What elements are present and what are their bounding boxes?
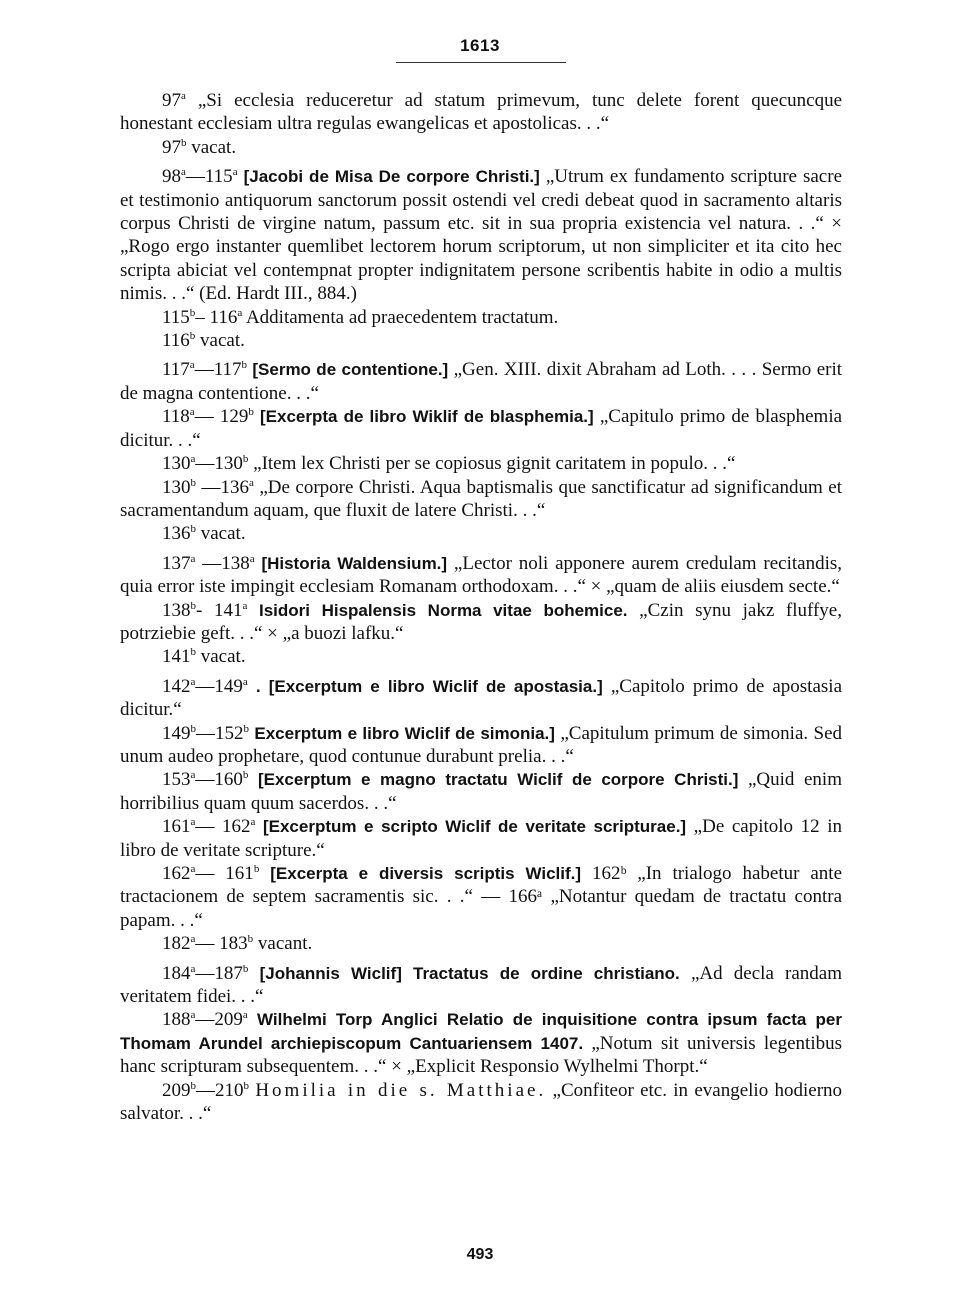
folio-end: —130 (195, 453, 243, 475)
folio-start: 138 (162, 599, 191, 621)
catalogue-entry (120, 552, 842, 599)
entry-title: [Sermo de contentione.] (252, 360, 449, 380)
catalogue-entry (120, 1079, 842, 1126)
catalogue-entry (120, 815, 842, 862)
folio-side: a (190, 769, 196, 782)
folio-side: a (248, 476, 254, 489)
catalogue-entry (120, 1008, 842, 1078)
entry-text: „Item lex Christi per se copiosus gignit caritatem in populo. . .“ (253, 453, 736, 475)
folio-side: a (190, 816, 196, 829)
folio-side: b (190, 1079, 196, 1092)
entry-text: vacat. (200, 523, 246, 545)
entry-text: „Lector noli apponere aurem credulam recitandis, quia error iste impingit ecclesiam Romanam orthodoxam. . .“ × „quam de aliis eiusdem secte.“ (120, 552, 842, 598)
folio-side: b (242, 962, 249, 975)
folio-end: —149 (195, 675, 243, 697)
folio-side: a (190, 863, 196, 875)
folio-start: 161 (162, 816, 191, 838)
folio-side: b (190, 722, 196, 735)
entry-text: „Capitulum primum de simonia. Sed unum audeo prophetare, quod contunue durabunt prelia. . .“ (120, 722, 843, 767)
catalogue-entry (120, 645, 842, 668)
folio-end: - 141 (196, 599, 243, 621)
entry-text: „Ad decla randam veritatem fidei. . .“ (120, 962, 843, 1008)
folio-reference (162, 963, 248, 984)
entry-text: „Quid enim horribilius quam quum sacerdos. . .“ (120, 769, 842, 814)
folio-reference (162, 816, 255, 837)
folio-side: a (242, 1009, 248, 1022)
folio-side: b (189, 306, 196, 319)
folio-side: a (190, 962, 196, 975)
catalogue-entry (120, 452, 842, 475)
folio-reference (162, 933, 253, 954)
folio-end: — 129 (194, 406, 249, 428)
folio-reference (162, 359, 247, 380)
folio-end: —160 (195, 769, 243, 791)
folio-side: b (190, 599, 196, 612)
entry-title: [Excerptum e scripto Wiclif de veritate scripturae.] (262, 817, 687, 837)
entry-title: . [Excerptum e libro Wiclif de apostasia.] (255, 676, 603, 696)
folio-start: 188 (162, 1009, 191, 1031)
folio-start: 136 (162, 523, 191, 545)
folio-start: 97 (162, 136, 181, 158)
entry-text: vacant. (257, 933, 313, 955)
folio-reference (162, 676, 248, 697)
folio-side: a (189, 406, 195, 419)
catalogue-entry (120, 599, 842, 646)
folio-start: 153 (162, 769, 191, 791)
entry-text: „De corpore Christi. Aqua baptismalis que sanctificatur ad significandum et sacramentandum aquam, que fluxit de latere Christi. . .“ (120, 476, 843, 521)
folio-end: — 183 (195, 933, 248, 955)
catalogue-entry (120, 89, 842, 136)
folio-start: 118 (162, 406, 190, 428)
folio-side: a (250, 816, 256, 829)
folio-reference (162, 453, 248, 474)
catalogue-entry (120, 136, 842, 159)
catalogue-entry (120, 329, 842, 352)
entry-title: [Jacobi de Misa De corpore Christi.] (243, 167, 540, 187)
folio-side: a (181, 166, 186, 179)
catalogue-entry (120, 722, 842, 769)
entry-title: Wilhelmi Torp Anglici Relatio de inquisitione contra ipsum facta per Thomam Arundel archiepiscopum Cantuariensem 1407. (120, 1010, 843, 1053)
entry-title: [Excerpta de libro Wiklif de blasphemia.] (260, 407, 594, 427)
folio-start: 115 (162, 306, 190, 328)
folio-reference (162, 863, 259, 884)
entry-title: [Johannis Wiclif] Tractatus de ordine christiano. (259, 963, 680, 983)
entry-text: „Capitulo primo de blasphemia dicitur. . .“ (120, 406, 843, 451)
entry-text: vacat. (200, 330, 245, 352)
entry-text: vacat. (191, 136, 237, 158)
folio-side: a (189, 359, 195, 372)
folio-side: b (243, 1079, 249, 1092)
folio-reference (162, 90, 186, 111)
folio-reference (162, 137, 187, 158)
folio-reference (162, 553, 255, 574)
catalogue-body (120, 89, 842, 1125)
folio-end: —115 (185, 166, 233, 188)
catalogue-entry (120, 768, 842, 815)
folio-end: —136 (196, 476, 249, 498)
entry-title: [Excerpta e diversis scriptis Wiclif.] (270, 864, 582, 883)
entry-text: vacat. (200, 646, 246, 668)
folio-reference (162, 1080, 249, 1101)
folio-end: —117 (194, 359, 242, 381)
folio-end: —209 (195, 1009, 243, 1031)
folio-side: a (249, 552, 255, 565)
folio-side: a (190, 933, 196, 946)
folio-side: b (253, 863, 260, 875)
folio-end: —138 (195, 552, 250, 574)
folio-number: 1613 (460, 36, 500, 55)
catalogue-entry (120, 306, 842, 329)
catalogue-entry (120, 358, 842, 405)
entry-title-spaced: Homilia in die s. Matthiae. (255, 1079, 547, 1101)
entry-text: „Confiteor etc. in evangelio hodierno salvator. . .“ (120, 1079, 843, 1125)
folio-reference (162, 769, 248, 790)
entry-text: 162ᵇ „In trialogo habetur ante tractacionem de septem sacramentis sic. . .“ — 166ᵃ „Notantur quedam de tractatu contra papam. . .“ (120, 863, 843, 931)
folio-end: — 161 (195, 863, 254, 884)
entry-title: [Excerptum e magno tractatu Wiclif de corpore Christi.] (257, 770, 739, 790)
entry-list (120, 89, 842, 1125)
folio-end: —152 (196, 722, 244, 744)
catalogue-entry (120, 932, 842, 955)
folio-reference (162, 646, 196, 667)
folio-reference (162, 166, 238, 187)
folio-side: b (190, 523, 196, 536)
folio-end: —187 (195, 962, 243, 984)
entry-text: „Si ecclesia reduceretur ad statum primevum, tunc delete forent quecuncque honestant ecclesiam ultra regulas ewangelicas et apostolicas. . .“ (120, 90, 843, 135)
catalogue-entry (120, 165, 842, 305)
folio-side: b (242, 453, 249, 466)
header-rule (396, 62, 566, 63)
catalogue-entry (120, 962, 842, 1009)
folio-side: b (247, 933, 254, 946)
folio-side: a (181, 90, 186, 102)
folio-reference (162, 723, 249, 744)
folio-start: 149 (162, 722, 191, 744)
folio-side: b (190, 476, 196, 489)
folio-side: b (243, 722, 249, 735)
folio-end: – 116 (195, 306, 238, 328)
entry-title: [Historia Waldensium.] (261, 553, 448, 573)
folio-side: a (190, 675, 196, 688)
folio-side: a (232, 166, 238, 179)
entry-text: „De capitolo 12 in libro de veritate scripture.“ (120, 816, 843, 861)
entry-title: Isidori Hispalensis Norma vitae bohemice. (258, 600, 628, 620)
folio-start: 137 (162, 552, 191, 574)
catalogue-entry (120, 675, 842, 722)
folio-end: —210 (196, 1079, 244, 1101)
folio-start: 209 (162, 1079, 191, 1101)
folio-reference (162, 523, 196, 544)
catalogue-entry (120, 476, 842, 523)
folio-reference (162, 1009, 248, 1030)
entry-text: „Czin synu jakz fluffye, potrziebie geft. . .“ × „a buozi lafku.“ (120, 599, 842, 644)
folio-side: b (241, 359, 247, 372)
folio-start: 130 (162, 476, 191, 498)
folio-reference (162, 477, 254, 498)
folio-start: 98 (162, 166, 181, 188)
folio-reference (162, 406, 254, 427)
catalogue-entry (120, 862, 842, 932)
folio-start: 184 (162, 962, 191, 984)
folio-start: 116 (162, 330, 190, 352)
folio-side: b (242, 769, 249, 782)
folio-start: 117 (162, 359, 190, 381)
entry-text: „Notum sit universis legentibus hanc scripturam subsequentem. . .“ × „Explicit Responsio Wylhelmi Thorpt.“ (120, 1032, 842, 1078)
catalogue-entry (120, 405, 842, 452)
folio-start: 142 (162, 675, 191, 697)
folio-side: a (242, 675, 248, 688)
folio-side: b (181, 136, 187, 149)
entry-text: „Gen. XIII. dixit Abraham ad Loth. . . . Sermo erit de magna contentione. . .“ (120, 359, 843, 404)
folio-side: a (190, 453, 196, 466)
folio-side: b (189, 330, 196, 343)
folio-end: — 162 (195, 816, 251, 838)
folio-side: a (190, 552, 196, 565)
folio-reference (162, 330, 195, 351)
folio-side: a (237, 306, 243, 319)
folio-reference (162, 307, 242, 328)
entry-text: „Capitolo primo de apostasia dicitur.“ (120, 675, 843, 721)
folio-start: 182 (162, 933, 191, 955)
catalogue-entry (120, 522, 842, 545)
entry-text: Additamenta ad praecedentem tractatum. (245, 306, 559, 328)
folio-side: b (248, 406, 254, 419)
folio-start: 130 (162, 453, 191, 475)
folio-start: 141 (162, 646, 191, 668)
folio-side: b (190, 646, 196, 659)
folio-side: a (190, 1009, 196, 1022)
entry-text: „Utrum ex fundamento scripture sacre et testimonio antiquorum sanctorum possit ostendi vel credi debeat quod in sacramento altaris corpus Christi de virgine natum, passum etc. sit in sua propria existencia vel natura. . .“ × „Rogo ergo instanter quemlibet lectorem horum scriptorum, ut non simpliciter et ita cito hec scripta abiciat vel contempnat propter indignitatem persone scribentis habite in odio a multis nimis. . .“ (Ed. Hardt III., 884.) (120, 166, 843, 305)
folio-reference (162, 600, 247, 621)
page-number: 493 (466, 1246, 494, 1263)
entry-title: Excerptum e libro Wiclif de simonia.] (254, 723, 555, 743)
folio-start: 97 (162, 90, 181, 111)
folio-start: 162 (162, 863, 191, 884)
folio-side: a (242, 599, 248, 612)
